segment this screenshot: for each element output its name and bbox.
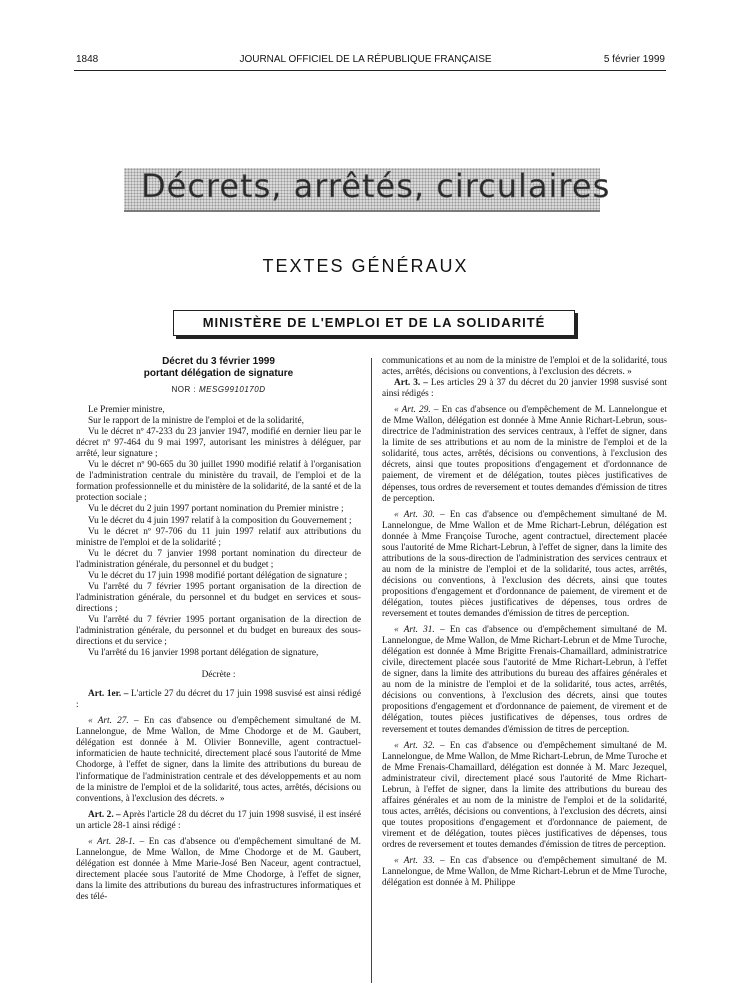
article-paragraph (76, 689, 361, 711)
paragraph: Vu le décret du 4 juin 1997 relatif à la composition du Gouvernement ; (88, 515, 352, 526)
paragraph: Vu le décret du 17 juin 1998 modifié portant délégation de signature ; (88, 570, 348, 581)
article-text: En cas d'absence ou d'empêchement simultané de M. Lannelongue, de Mme Wallon, de Mme Richart-Lebrun et de Mme Turoche, délégation est donnée à M. Philippe (382, 856, 667, 889)
article-text: En cas d'absence ou d'empêchement simultané de M. Lannelongue, de Mme Wallon, de Mme Richart-Lebrun, de Mme Turoche et de Mme Frenais-Chamaillard, délégation est donnée à M. Marc Jezequel, administrateur civil, directement placé sous l'autorité de Mme Richart-Lebrun, à l'effet de signer, dans la limite des attributions du bureau des affaires générales et au nom de la ministre de l'emploi et de la solidarité, tous actes, arrêtés, décisions ou conventions, à l'exclusion des décrets, ainsi que toutes propositions d'engagement et d'ordonnance de paiement, de virement et de délégation, toutes pièces justificatives de dépenses, tous ordres de reversement et toutes demandes d'émission de titres de perception. (382, 740, 667, 850)
article-text: Après l'article 28 du décret du 17 juin 1998 susvisé, il est inséré un article 28-1 ainsi rédigé : (76, 809, 362, 831)
paragraph: Vu le décret du 2 juin 1997 portant nomination du Premier ministre ; (88, 504, 344, 515)
paragraph: communications et au nom de la ministre de l'emploi et de la solidarité, tous actes, arrêtés, décisions ou conventions, à l'exclusion des décrets. » (382, 356, 667, 378)
ministry-title: MINISTÈRE DE L'EMPLOI ET DE LA SOLIDARITÉ (173, 310, 575, 336)
article-paragraph (382, 625, 667, 735)
article-text: En cas d'absence ou d'empêchement simultané de M. Lannelongue, de Mme Wallon, de Mme Chodorge et de M. Gaubert, délégation est donnée à Mme Marie-José Ben Naceur, agent contractuel, directement placée sous l'autorité de Mme Chodorge, à l'effet de signer, dans la limite des attributions du bureau des infrastructures informatiques et des télé- (76, 836, 362, 902)
page-number: 1848 (76, 54, 99, 65)
article-label: Art. 3. – (394, 378, 428, 389)
article-paragraph (76, 810, 361, 832)
journal-title: JOURNAL OFFICIEL DE LA RÉPUBLIQUE FRANÇAISE (239, 54, 492, 65)
article-label: « Art. 29. – (394, 405, 439, 416)
banner-title: Décrets, arrêtés, circulaires (141, 167, 611, 205)
article-text: En cas d'absence ou d'empêchement simultané de M. Lannelongue, de Mme Wallon et de Mme Richart-Lebrun, délégation est donnée à Mme Françoise Turoche, agent contractuel, directement placée sous l'autorité de Mme Richart-Lebrun, à l'effet de signer, dans la limite des attributions de la sous-direction de l'administration des services centraux et au nom de la ministre de l'emploi et de la solidarité, tous actes, arrêtés, décisions ou conventions, à l'exclusion des décrets, ainsi que toutes propositions d'engagement et d'ordonnance de paiement, de virement et de délégation, toutes pièces justificatives de dépenses, tous ordres de reversement et toutes demandes d'émission de titres de perception. (382, 509, 667, 620)
issue-date: 5 février 1999 (603, 54, 665, 65)
column-separator (371, 358, 372, 983)
article-text: En cas d'absence ou d'empêchement simultané de M. Lannelongue, de Mme Wallon, de Mme Richart-Lebrun et de Mme Turoche, délégation est donnée à Mme Brigitte Frenais-Chamaillard, administratrice civile, directement placée sous l'autorité de Mme Richart-Lebrun, à l'effet de signer, dans la limite des attributions du bureau des affaires générales et au nom de la ministre de l'emploi et de la solidarité, tous actes, arrêtés, décisions ou conventions, à l'exclusion des décrets, ainsi que toutes propositions d'engagement et d'ordonnance de paiement, de virement et de délégation, toutes pièces justificatives de dépenses, tous ordres de reversement et toutes demandes d'émission de titres de perception. (382, 625, 667, 735)
paragraph: Sur le rapport de la ministre de l'emploi et de la solidarité, (88, 416, 304, 427)
article-paragraph (382, 405, 667, 504)
header-rule (74, 70, 666, 71)
paragraph: Le Premier ministre, (88, 405, 165, 416)
article-label: « Art. 27. – (88, 716, 139, 727)
left-column (76, 356, 361, 903)
paragraph: Vu le décret nº 97-706 du 11 juin 1997 relatif aux attributions du ministre de l'emploi et de la solidarité ; (76, 526, 361, 548)
right-column (382, 356, 667, 889)
article-paragraph (382, 378, 667, 400)
article-text: En cas d'absence ou d'empêchement de M. Lannelongue et de Mme Wallon, délégation est donnée à Mme Annie Richart-Lebrun, sous-directrice de l'administration des services centraux, à l'effet de signer, dans la limite de ses attributions et au nom de la ministre de l'emploi et de la solidarité, tous actes, arrêtés, décisions ou conventions, à l'exclusion des décrets, ainsi que toutes propositions d'engagement et d'ordonnance de paiement, de virement et de délégation, toutes pièces justificatives de dépenses, tous ordres de reversement et toutes demandes d'émission de titres de perception. (382, 405, 667, 504)
article-paragraph (382, 856, 667, 889)
decree-title-line1: Décret du 3 février 1999 (162, 356, 275, 367)
nor-label: NOR : (171, 385, 197, 394)
article-paragraph (382, 510, 667, 620)
paragraph: Vu l'arrêté du 16 janvier 1998 portant délégation de signature, (88, 648, 319, 659)
article-label: « Art. 33. – (394, 856, 445, 867)
paragraph: Vu l'arrêté du 7 février 1995 portant organisation de la direction de l'administration générale, du personnel et du budget en bureaux des sous-directions et du service ; (76, 614, 361, 648)
paragraph: Vu le décret nº 90-665 du 30 juillet 1990 modifié relatif à l'organisation de l'administration centrale du ministère du travail, de l'emploi et de la formation professionnelle et du ministère de la solidarité, de la santé et de la protection sociale ; (76, 460, 361, 504)
article-text: L'article 27 du décret du 17 juin 1998 susvisé est ainsi rédigé : (76, 689, 361, 711)
article-text: En cas d'absence ou d'empêchement simultané de M. Lannelongue, de Mme Wallon, de Mme Chodorge et de M. Gaubert, délégation est donnée à M. Olivier Bonneville, agent contractuel-informaticien de haute technicité, directement placé sous l'autorité de Mme Chodorge, à l'effet de signer, dans la limite des attributions du bureau de l'informatique de l'administration centrale et des développements et au nom de la ministre de l'emploi et de la solidarité, tous actes, arrêtés, décisions ou conventions, à l'exclusion des décrets. » (76, 716, 361, 804)
article-label: « Art. 30. – (394, 509, 445, 520)
article-paragraph (76, 716, 361, 804)
article-paragraph (382, 741, 667, 851)
paragraph: Vu l'arrêté du 7 février 1995 portant organisation de la direction de l'administration générale, du personnel et du budget en services et sous-directions ; (76, 581, 361, 614)
article-label: « Art. 32. – (394, 740, 445, 751)
article-label: Art. 2. – (88, 809, 121, 820)
paragraph: Vu le décret nº 47-233 du 23 janvier 1947, modifié en dernier lieu par le décret nº 97-464 du 9 mai 1997, autorisant les ministres à déléguer, par arrêté, leur signature ; (76, 427, 361, 460)
decree-title-line2: portant délégation de signature (143, 368, 294, 379)
decrete-heading: Décrète : (201, 670, 236, 681)
section-title: TEXTES GÉNÉRAUX (262, 256, 469, 276)
paragraph: Vu le décret du 7 janvier 1998 portant nomination du directeur de l'administration générale, du personnel et du budget ; (76, 548, 361, 570)
nor-value: MESG9910170D (198, 385, 266, 394)
article-text: Les articles 29 à 37 du décret du 20 janvier 1998 susvisé sont ainsi rédigés : (382, 378, 667, 400)
article-paragraph (76, 837, 361, 903)
nor-reference (76, 384, 361, 395)
article-label: « Art. 28-1. – (88, 836, 145, 847)
article-label: « Art. 31. – (394, 625, 445, 636)
article-label: Art. 1er. – (88, 689, 129, 700)
